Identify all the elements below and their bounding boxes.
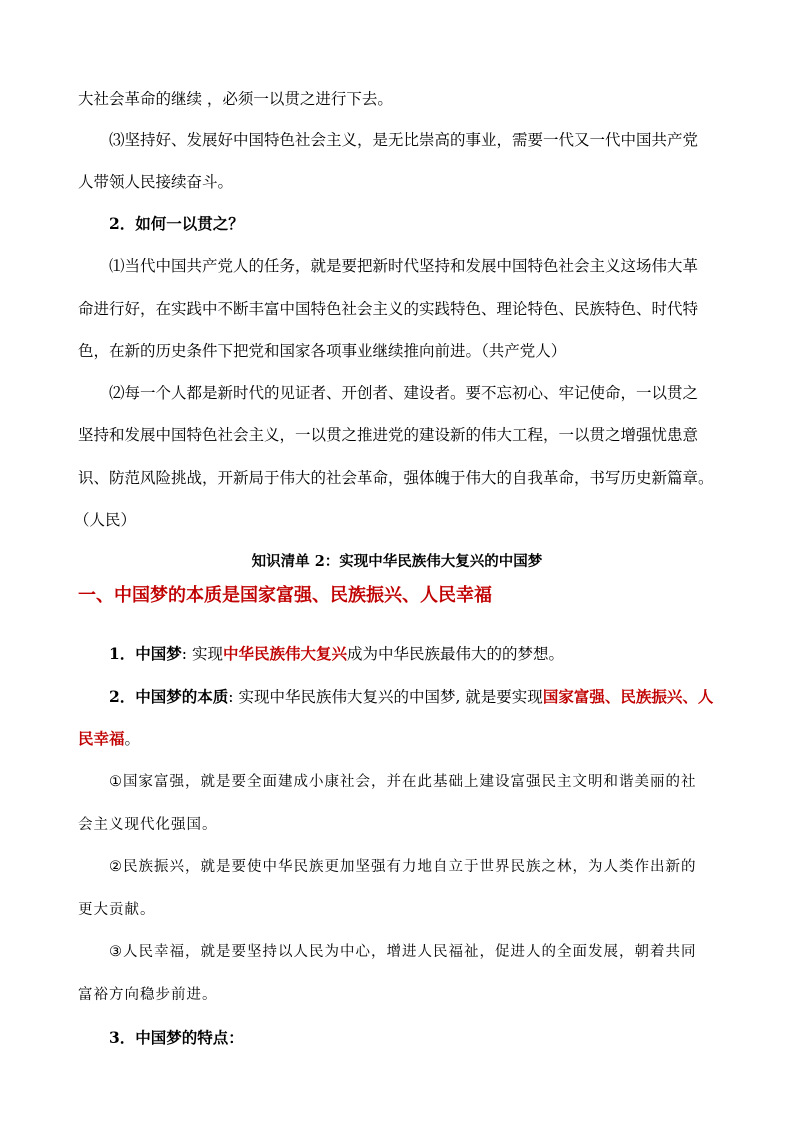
item-1 — [109, 643, 564, 665]
item-1-highlight: 中华民族伟大复兴 — [222, 644, 347, 663]
sub-point-3-line-2: 富裕方向稳步前进。 — [78, 987, 218, 1003]
paragraph-2-line-1: ⑴当代中国共产党人的任务，就是要把新时代坚持和发展中国特色社会主义这场伟大革 — [109, 257, 699, 275]
paragraph-2-line-2: 命进行好，在实践中不断丰富中国特色社会主义的实践特色、理论特色、民族特色、时代特 — [78, 300, 699, 318]
paragraph-3-line-3: 识、防范风险挑战，开新局于伟大的社会革命，强体魄于伟大的自我革命，书写历史新篇章。 — [78, 469, 714, 487]
item-1-pre: : 实现 — [181, 645, 223, 663]
sub-point-2-line-1: ②民族振兴，就是要使中华民族更加坚强有力地自立于世界民族之林，为人类作出新的 — [109, 859, 697, 875]
paragraph-3-line-1: ⑵每一个人都是新时代的见证者、开创者、建设者。要不忘初心、牢记使命，一以贯之 — [109, 384, 699, 402]
knowledge-list-2-title: 知识清单 2：实现中华民族伟大复兴的中国梦 — [251, 553, 543, 570]
sub-point-2-line-2: 更大贡献。 — [78, 902, 156, 918]
item-3-colon: ： — [228, 1028, 244, 1047]
item-2-label: 2．中国梦的本质 — [109, 687, 229, 706]
paragraph-2-line-3: 色，在新的历史条件下把党和国家各项事业继续推向前进。（共产党人） — [78, 342, 567, 360]
paragraph-1-line-1: 大社会革命的继续 ，必须一以贯之进行下去。 — [78, 90, 393, 108]
item-2-pre: : 实现中华民族伟大复兴的中国梦, 就是要实现 — [228, 688, 543, 706]
item-2-highlight-2: 民幸福 — [78, 729, 125, 748]
item-2-highlight-1: 国家富强、民族振兴、人 — [542, 687, 714, 706]
sub-point-3-line-1: ③人民幸福，就是要坚持以人民为中心，增进人民福祉，促进人的全面发展，朝着共同 — [109, 944, 697, 960]
item-2-post: 。 — [124, 730, 141, 748]
section-1-title: 一、中国梦的本质是国家富强、民族振兴、人民幸福 — [78, 585, 492, 606]
question-2-heading: 2．如何一以贯之？ — [109, 214, 244, 233]
sub-point-1-line-2: 会主义现代化强国。 — [78, 817, 218, 833]
paragraph-3-line-4: （人民） — [74, 511, 137, 529]
item-2-line-2 — [78, 728, 140, 750]
paragraph-1-line-2: ⑶坚持好、发展好中国特色社会主义，是无比崇高的事业，需要一代又一代中国共产党 — [109, 131, 699, 149]
item-3-label: 3．中国梦的特点 — [109, 1028, 229, 1047]
item-1-label: 1．中国梦 — [109, 644, 182, 663]
item-2-line-1 — [109, 686, 713, 708]
item-1-post: 成为中华民族最伟大的的梦想。 — [346, 645, 564, 663]
item-3 — [109, 1027, 244, 1049]
sub-point-1-line-1: ①国家富强，就是要全面建成小康社会，并在此基础上建设富强民主文明和谐美丽的社 — [109, 774, 697, 790]
paragraph-3-line-2: 坚持和发展中国特色社会主义，一以贯之推进党的建设新的伟大工程，一以贯之增强忧患意 — [78, 426, 699, 444]
paragraph-1-line-3: 人带领人民接续奋斗。 — [78, 173, 234, 191]
